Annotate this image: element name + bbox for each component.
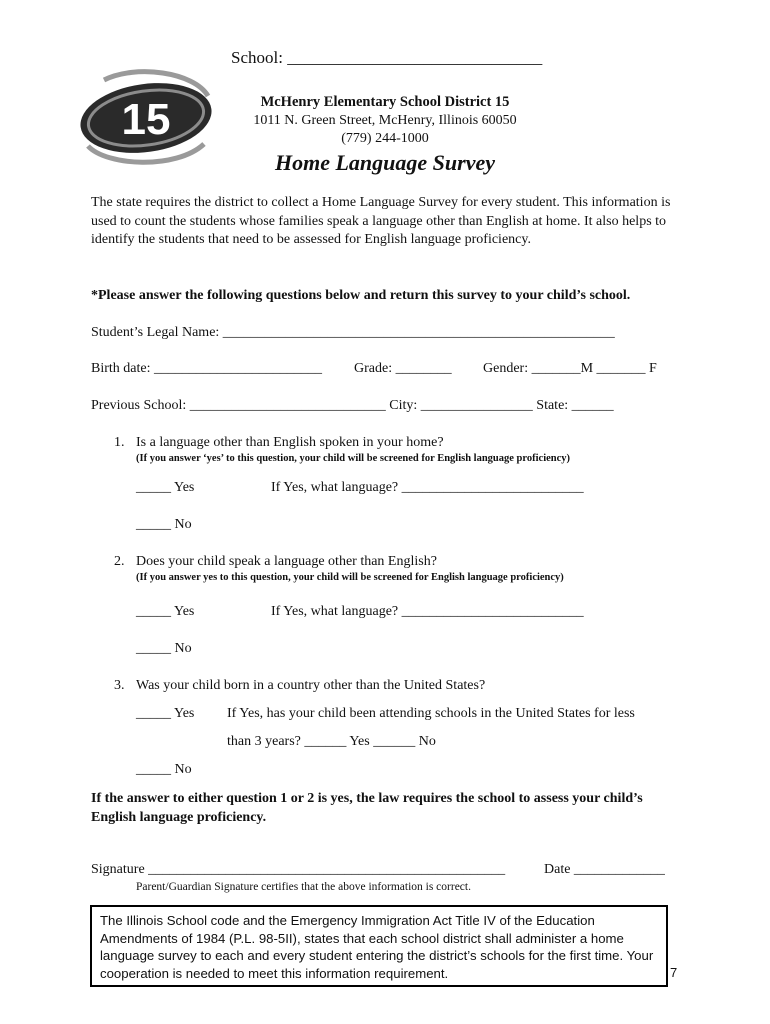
page-number: 7: [670, 965, 678, 980]
signature-field[interactable]: Signature ___________________________________________________: [91, 862, 506, 877]
question-3-years-field[interactable]: than 3 years? ______ Yes ______ No: [227, 734, 436, 749]
question-2-text: Does your child speak a language other than English?: [136, 554, 437, 569]
question-3-no[interactable]: _____ No: [136, 762, 192, 777]
gender-field[interactable]: Gender: _______M _______ F: [483, 361, 657, 376]
previous-school-field[interactable]: Previous School: ____________________________ City: ________________ State: ______: [91, 398, 614, 413]
grade-field[interactable]: Grade: ________: [354, 361, 452, 376]
school-field[interactable]: School: ______________________________: [231, 48, 543, 67]
question-3-number: 3.: [114, 678, 125, 693]
birth-date-field[interactable]: Birth date: ________________________: [91, 361, 322, 376]
logo-number: 15: [121, 95, 171, 144]
question-1-no[interactable]: _____ No: [136, 517, 192, 532]
law-notice: If the answer to either question 1 or 2 is yes, the law requires the school to assess your child’s English language proficiency.: [91, 791, 643, 825]
question-1-number: 1.: [114, 435, 125, 450]
question-2-language-field[interactable]: If Yes, what language? __________________________: [271, 604, 584, 619]
question-1-yes[interactable]: _____ Yes: [136, 480, 195, 495]
signature-note: Parent/Guardian Signature certifies that the above information is correct.: [136, 881, 471, 893]
question-2-note: (If you answer yes to this question, your child will be screened for English language proficiency): [136, 572, 564, 583]
question-2-number: 2.: [114, 554, 125, 569]
district-phone: (779) 244-1000: [341, 131, 429, 146]
instruction-text: *Please answer the following questions below and return this survey to your child’s school.: [91, 288, 631, 303]
question-2-yes[interactable]: _____ Yes: [136, 604, 195, 619]
question-1-note: (If you answer ‘yes’ to this question, your child will be screened for English language proficiency): [136, 453, 571, 464]
district-address: 1011 N. Green Street, McHenry, Illinois 60050: [253, 113, 517, 128]
question-2-no[interactable]: _____ No: [136, 641, 192, 656]
question-1-language-field[interactable]: If Yes, what language? __________________________: [271, 480, 584, 495]
question-3-yes[interactable]: _____ Yes: [136, 706, 195, 721]
question-3-text: Was your child born in a country other than the United States?: [136, 678, 486, 693]
legal-name-field[interactable]: Student’s Legal Name: ________________________________________________________: [91, 325, 615, 340]
question-3-followup: If Yes, has your child been attending schools in the United States for less: [227, 706, 635, 721]
date-field[interactable]: Date _____________: [544, 862, 665, 877]
legal-notice-box: The Illinois School code and the Emergency Immigration Act Title IV of the Education Amendments of 1984 (P.L. 98-5II), states that each school district shall administer a home language survey to each and every student entering the district’s schools for the first time. Your cooperation is needed to meet this information requirement.: [90, 905, 668, 987]
page-title: Home Language Survey: [275, 150, 495, 175]
question-1-text: Is a language other than English spoken in your home?: [136, 435, 444, 450]
district-name: McHenry Elementary School District 15: [260, 94, 510, 110]
intro-paragraph: The state requires the district to collect a Home Language Survey for every student. This information is used to count the students whose families speak a language other than English at home. It also helps to identify the students that need to be assessed for English language proficiency.: [91, 195, 671, 247]
